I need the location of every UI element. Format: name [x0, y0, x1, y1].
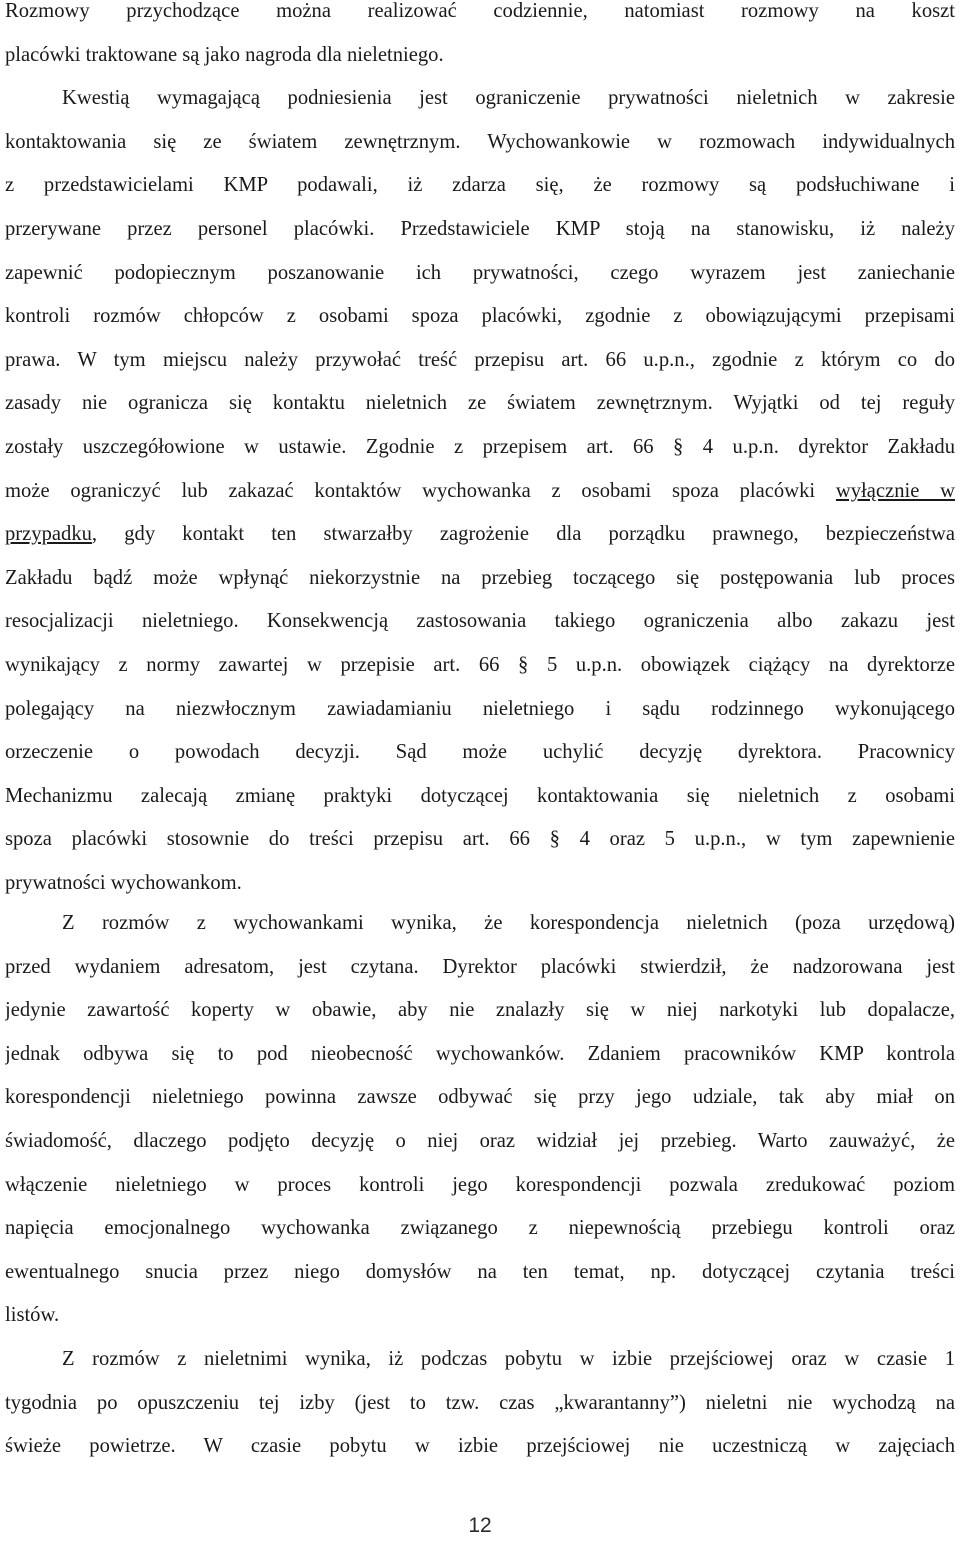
text-line: korespondencji nieletniego powinna zawsze odbywać się przy jego udziale, tak aby miał on: [5, 1086, 955, 1109]
text-line: zapewnić podopiecznym poszanowanie ich prywatności, czego wyrazem jest zaniechanie: [5, 261, 955, 284]
text-line: z przedstawicielami KMP podawali, iż zdarza się, że rozmowy są podsłuchiwane i: [5, 174, 955, 197]
text-line: polegający na niezwłocznym zawiadamianiu nieletniego i sądu rodzinnego wykonującego: [5, 697, 955, 720]
text-line: kontroli rozmów chłopców z osobami spoza placówki, zgodnie z obowiązującymi przepisami: [5, 305, 955, 328]
text-line: Zakładu bądź może wpłynąć niekorzystnie na przebieg toczącego się postępowania lub proces: [5, 566, 955, 589]
text-segment: , gdy kontakt ten stwarzałby zagrożenie dla porządku prawnego, bezpieczeństwa: [91, 523, 955, 546]
underlined-text: przypadku: [5, 523, 92, 546]
text-line: przerywane przez personel placówki. Przedstawiciele KMP stoją na stanowisku, iż należy: [5, 217, 955, 240]
text-line: przed wydaniem adresatom, jest czytana. Dyrektor placówki stwierdził, że nadzorowana jest: [5, 955, 955, 978]
text-line: orzeczenie o powodach decyzji. Sąd może uchylić decyzję dyrektora. Pracownicy: [5, 741, 955, 764]
text-line: Rozmowy przychodzące można realizować codziennie, natomiast rozmowy na koszt: [5, 0, 955, 22]
text-line: spoza placówki stosownie do treści przepisu art. 66 § 4 oraz 5 u.p.n., w tym zapewnienie: [5, 828, 955, 851]
text-line: świadomość, dlaczego podjęto decyzję o niej oraz widział jej przebieg. Warto zauważyć, że: [5, 1129, 955, 1152]
text-line: jedynie zawartość koperty w obawie, aby nie znalazły się w niej narkotyki lub dopalacze,: [5, 999, 955, 1022]
text-line: wynikający z normy zawartej w przepisie art. 66 § 5 u.p.n. obowiązek ciążący na dyrektorze: [5, 653, 955, 676]
text-line: placówki traktowane są jako nagroda dla nieletniego.: [5, 43, 444, 66]
paragraph-transition-room: [5, 1338, 955, 1469]
text-line: zostały uszczegółowione w ustawie. Zgodnie z przepisem art. 66 § 4 u.p.n. dyrektor Zakładu: [5, 435, 955, 458]
text-line: Kwestią wymagającą podniesienia jest ograniczenie prywatności nieletnich w zakresie: [62, 87, 955, 110]
text-line: prawa. W tym miejscu należy przywołać treść przepisu art. 66 u.p.n., zgodnie z którym co do: [5, 348, 955, 371]
text-line: resocjalizacji nieletniego. Konsekwencją zastosowania takiego ograniczenia albo zakazu jest: [5, 610, 955, 633]
text-line: świeże powietrze. W czasie pobytu w izbie przejściowej nie uczestniczą w zajęciach: [5, 1435, 955, 1458]
text-line: listów.: [5, 1304, 60, 1327]
text-line: prywatności wychowankom.: [5, 871, 242, 894]
text-line: ewentualnego snucia przez niego domysłów na ten temat, np. dotyczącej czytania treści: [5, 1260, 955, 1283]
text-line: [5, 513, 955, 557]
text-line: włączenie nieletniego w proces kontroli jego korespondencji pozwala zredukować poziom: [5, 1173, 955, 1196]
text-line: jednak odbywa się to pod nieobecność wychowanków. Zdaniem pracowników KMP kontrola: [5, 1042, 955, 1065]
page-number: 12: [468, 1514, 492, 1537]
paragraph-contacts: [5, 0, 955, 905]
text-line: Z rozmów z wychowankami wynika, że korespondencja nieletnich (poza urzędową): [62, 912, 955, 934]
text-line: kontaktowania się ze światem zewnętrznym. Wychowankowie w rozmowach indywidualnych: [5, 130, 955, 153]
text-line: Mechanizmu zalecają zmianę praktyki dotyczącej kontaktowania się nieletnich z osobami: [5, 784, 955, 807]
text-line: [5, 470, 955, 514]
paragraph-correspondence: [5, 902, 955, 1338]
text-line: Z rozmów z nieletnimi wynika, iż podczas pobytu w izbie przejściowej oraz w czasie 1: [62, 1348, 955, 1370]
text-line: napięcia emocjonalnego wychowanka związanego z niepewnością przebiegu kontroli oraz: [5, 1217, 955, 1240]
text-segment: może ograniczyć lub zakazać kontaktów wychowanka z osobami spoza placówki: [5, 479, 816, 502]
underlined-text: wyłącznie w: [835, 479, 955, 502]
text-line: tygodnia po opuszczeniu tej izby (jest to tzw. czas „kwarantanny”) nieletni nie wychodzą na: [5, 1391, 955, 1414]
text-line: zasady nie ogranicza się kontaktu nieletnich ze światem zewnętrznym. Wyjątki od tej reguły: [5, 392, 955, 415]
